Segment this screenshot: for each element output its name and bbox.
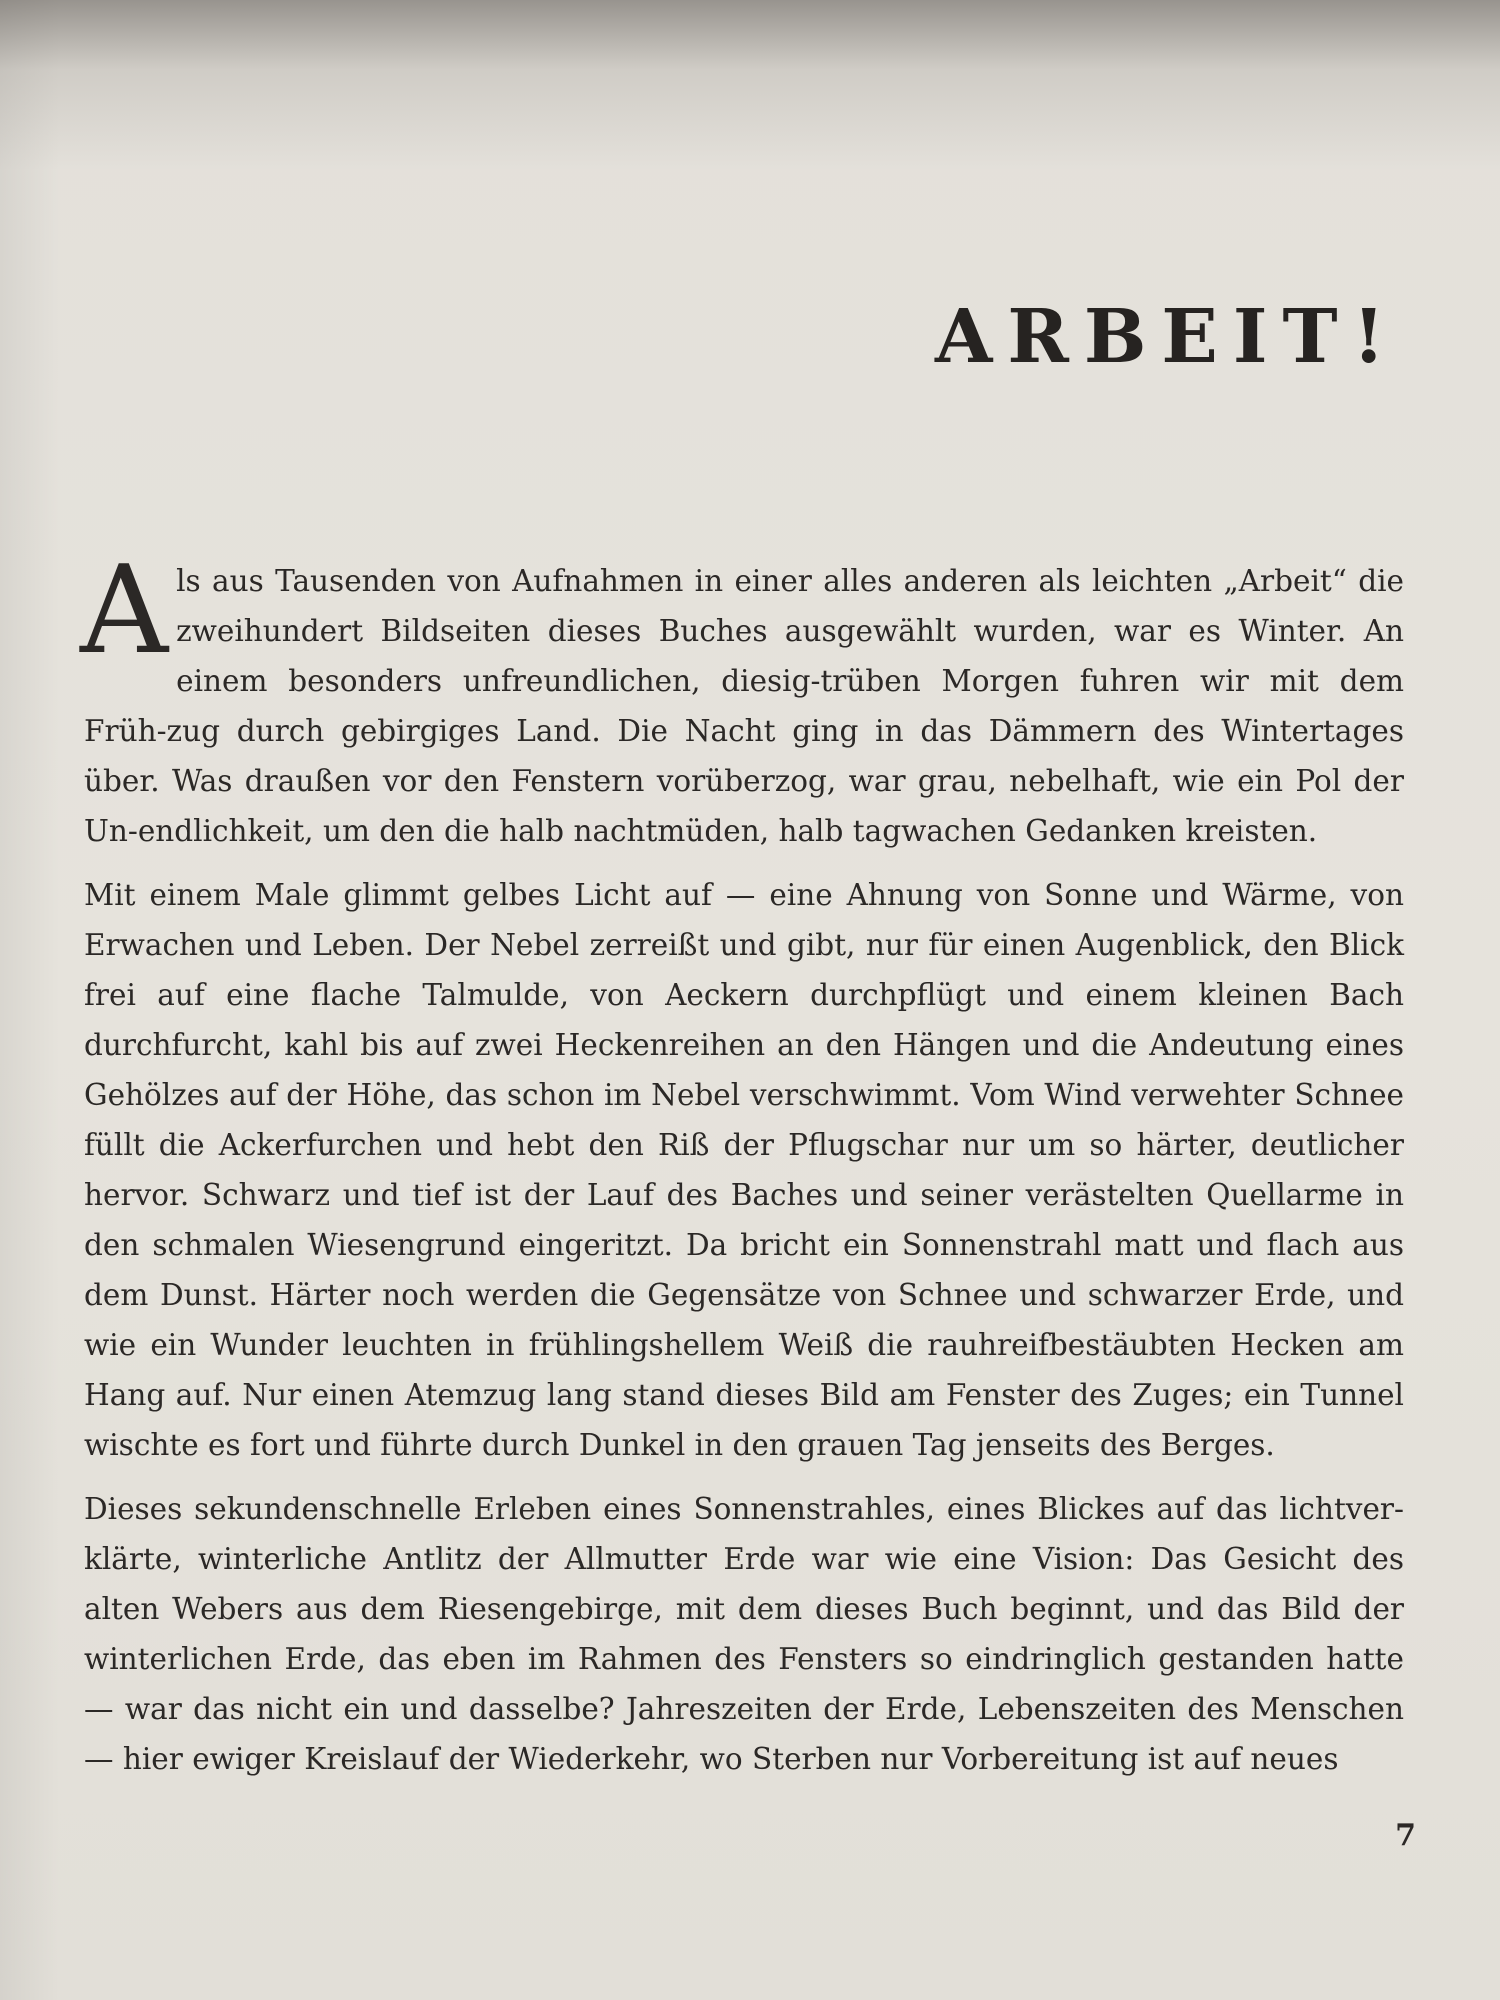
body-text	[80, 539, 1404, 1798]
paragraph-1	[80, 539, 1404, 856]
paragraph-1-text: ls aus Tausenden von Aufnahmen in einer alles anderen als leichten „Arbeit“ die zweihundert Bildseiten dieses Buches ausgewählt wurden, war es Winter. An einem besonders unfreundlichen, diesig-trüben Morgen fuhren wir mit dem Früh-zug durch gebirgiges Land. Die Nacht ging in das Dämmern des Wintertages über. Was draußen vor den Fenstern vorüberzog, war grau, nebelhaft, wie ein Pol der Un-endlichkeit, um den die halb nachtmüden, halb tagwachen Gedanken kreisten.	[84, 564, 1404, 848]
paragraph-3: Dieses sekundenschnelle Erleben eines Sonnenstrahles, eines Blickes auf das lichtver-klärte, winterliche Antlitz der Allmutter Erde war wie eine Vision: Das Gesicht des alten Webers aus dem Riesengebirge, mit dem dieses Buch beginnt, und das Bild der winterlichen Erde, das eben im Rahmen des Fensters so eindringlich gestanden hatte — war das nicht ein und dasselbe? Jahreszeiten der Erde, Lebenszeiten des Menschen — hier ewiger Kreislauf der Wiederkehr, wo Sterben nur Vorbereitung ist auf neues	[84, 1492, 1404, 1776]
page-number: 7	[1395, 1818, 1416, 1853]
paragraph-2: Mit einem Male glimmt gelbes Licht auf — eine Ahnung von Sonne und Wärme, von Erwachen und Leben. Der Nebel zerreißt und gibt, nur für einen Augenblick, den Blick frei auf eine flache Talmulde, von Aeckern durchpflügt und einem kleinen Bach durchfurcht, kahl bis auf zwei Heckenreihen an den Hängen und die Andeutung eines Gehölzes auf der Höhe, das schon im Nebel verschwimmt. Vom Wind verwehter Schnee füllt die Ackerfurchen und hebt den Riß der Pflugschar nur um so härter, deutlicher hervor. Schwarz und tief ist der Lauf des Baches und seiner verästelten Quellarme in den schmalen Wiesengrund eingeritzt. Da bricht ein Sonnenstrahl matt und flach aus dem Dunst. Härter noch werden die Gegensätze von Schnee und schwarzer Erde, und wie ein Wunder leuchten in frühlingshellem Weiß die rauhreifbestäubten Hecken am Hang auf. Nur einen Atemzug lang stand dieses Bild am Fenster des Zuges; ein Tunnel wischte es fort und führte durch Dunkel in den grauen Tag jenseits des Berges.	[84, 878, 1404, 1462]
drop-cap: A	[80, 539, 169, 681]
chapter-title: ARBEIT!	[934, 294, 1400, 380]
